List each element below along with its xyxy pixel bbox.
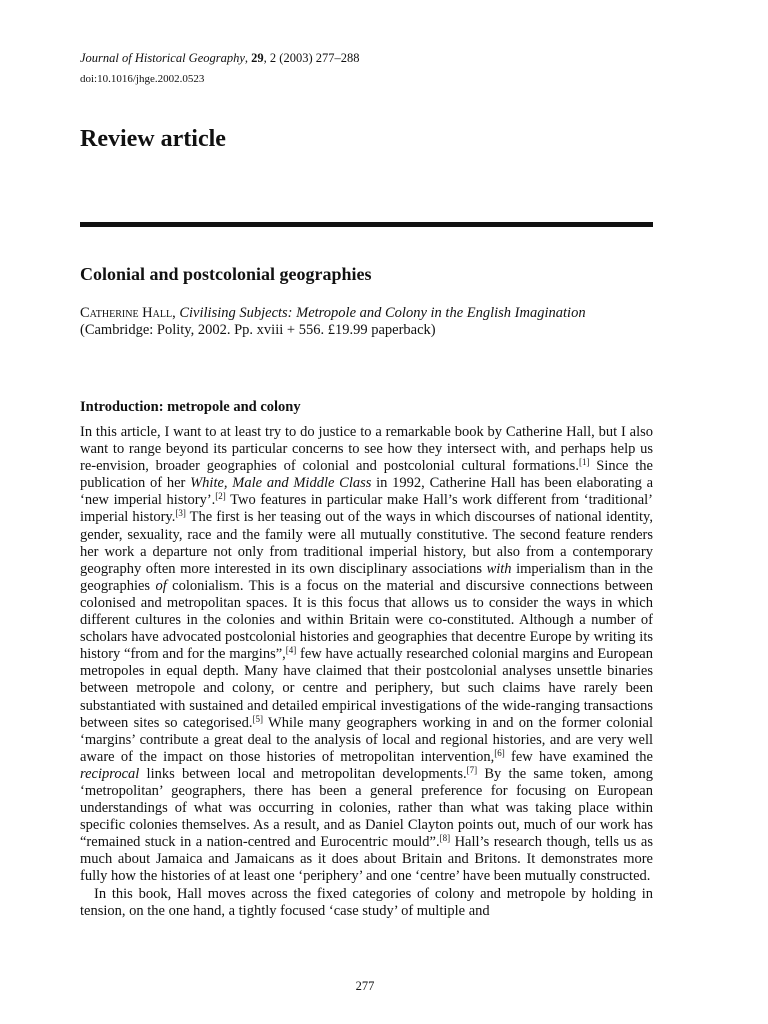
p1-text-13: Hall’s research though, tells us as much about Jamaica and Jamaicans as it does about Britain and Britons. It demonstrates more fully how the histories of at least one ‘periphery’ and one ‘centre’ have been mutually constructed. xyxy=(80,834,654,885)
paragraph-1 xyxy=(80,424,653,886)
journal-name: Journal of Historical Geography xyxy=(80,51,245,65)
p1-text-10: few have examined the xyxy=(504,748,653,765)
p1-text-6: imperialism than in the geographies xyxy=(80,560,653,594)
p1-text-12: By the same token, among ‘metropolitan’ geographers, there has been a general preference for focusing on European understandings of what was occurring in colonies, rather than what was taking place within specific colonies themselves. As a result, and as Daniel Clayton points out, much of our work has “remained stuck in a nation-centred and Eurocentric mould”. xyxy=(80,765,653,851)
citation-book-title: Civilising Subjects: Metropole and Colony in the English Imagination xyxy=(179,305,586,321)
footnote-ref-1: [1] xyxy=(578,457,590,468)
p1-text-1: In this article, I want to at least try to do justice to a remarkable book by Catherine Hall, but I also want to range beyond its particular concerns to see how they intersect with, and perhaps help us re-envision, broader geographies of colonial and postcolonial cultural formations. xyxy=(80,424,653,475)
p1-text-4: Two features in particular make Hall’s work different from ‘traditional’ imperial history. xyxy=(80,492,653,526)
horizontal-rule xyxy=(80,222,653,227)
p1-italic-4: reciprocal xyxy=(80,765,140,782)
p1-text-11: links between local and metropolitan developments. xyxy=(139,765,467,782)
page-number: 277 xyxy=(355,979,375,993)
footnote-ref-7: [7] xyxy=(466,764,478,775)
p1-text-7: colonialism. This is a focus on the material and discursive connections between colonised and metropolitan spaces. It is this focus that allows us to consider the ways in which different cultures in the colonies and within Britain were co-constituted. Although a number of scholars have advocated postcolonial histories and geographies that decentre Europe by writing its history “from and for the margins”, xyxy=(80,577,653,663)
p1-text-3: in 1992, Catherine Hall has been elaborating a ‘new imperial history’. xyxy=(80,475,654,509)
p1-italic-1: White, Male and Middle Class xyxy=(190,475,372,492)
intro-heading: Introduction: metropole and colony xyxy=(80,399,301,415)
p1-italic-3: of xyxy=(155,577,167,594)
section-title: Review article xyxy=(80,126,226,152)
p1-text-5: The first is her teasing out of the ways in which discourses of national identity, gender, sexuality, race and the family were all mutually constitutive. The second feature renders her work a departure not only from traditional imperial history, but also from a contemporary geography often more interested in its own disciplinary associations xyxy=(80,509,653,577)
p1-text-9: While many geographers working in and on the former colonial ‘margins’ contribute a great deal to the analysis of local and regional histories, and are very well aware of the impact on those histories of metropolitan intervention, xyxy=(80,714,653,765)
p1-text-8: few have actually researched colonial margins and European metropoles in equal depth. Many have claimed that their postcolonial analyses unsettle binaries between metropole and colony, or centre and periphery, but such claims have rarely been substantiated with sustained and detailed empirical investigations of the wide-ranging transactions between sites so categorised. xyxy=(80,646,653,731)
journal-separator: , xyxy=(244,51,252,65)
article-title: Colonial and postcolonial geographies xyxy=(80,264,372,284)
p1-text-2: Since the publication of her xyxy=(80,458,653,492)
footnote-ref-3: [3] xyxy=(175,508,186,519)
paragraph-2: In this book, Hall moves across the fixed categories of colony and metropole by holding in tension, on the one hand, a tightly focused ‘case study’ of multiple and xyxy=(80,885,653,919)
citation-author: Catherine Hall xyxy=(80,305,173,321)
footnote-ref-2: [2] xyxy=(215,491,226,502)
journal-issue-pages: , 2 (2003) 277–288 xyxy=(263,51,360,65)
doi-line: doi:10.1016/jhge.2002.0523 xyxy=(80,73,205,85)
book-citation xyxy=(80,305,655,339)
body-text xyxy=(80,424,653,920)
footnote-ref-8: [8] xyxy=(439,833,451,844)
citation-details: (Cambridge: Polity, 2002. Pp. xviii + 556. £19.99 paperback) xyxy=(80,322,436,338)
p1-italic-2: with xyxy=(486,560,512,577)
footnote-ref-4: [4] xyxy=(285,645,297,656)
journal-volume: 29 xyxy=(251,51,264,65)
journal-citation-line xyxy=(80,50,360,66)
footnote-ref-5: [5] xyxy=(252,713,263,724)
footnote-ref-6: [6] xyxy=(494,747,505,758)
citation-separator: , xyxy=(172,305,180,321)
